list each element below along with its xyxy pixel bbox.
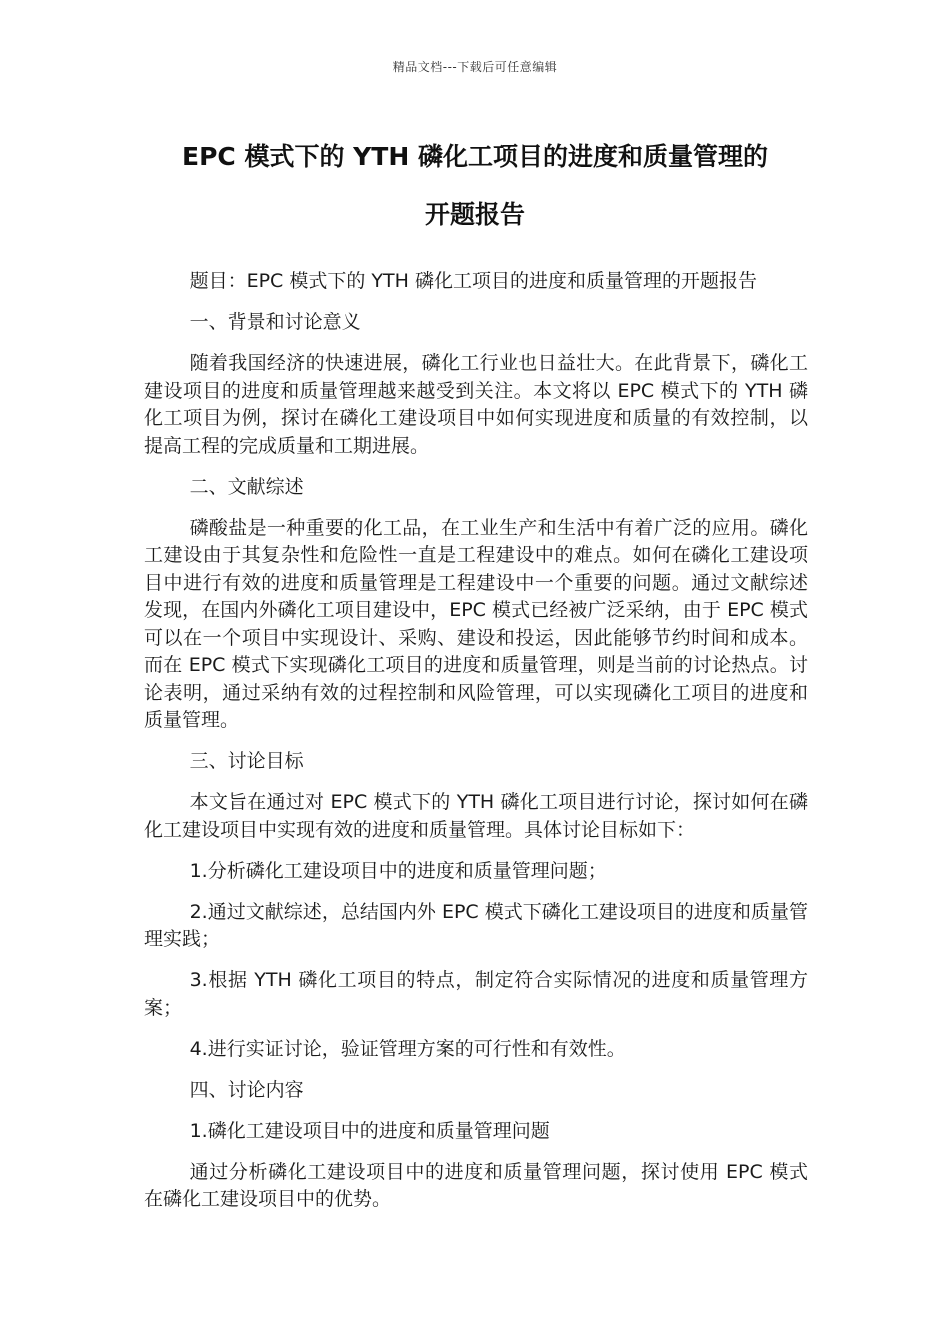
document-title-line-2: 开题报告 <box>424 200 525 229</box>
objective-item-4: 4.进行实证讨论，验证管理方案的可行性和有效性。 <box>189 1037 626 1060</box>
content-item-1-body: 通过分析磷化工建设项目中的进度和质量管理问题，探讨使用 EPC 模式在磷化工建设项目中的优势。 <box>144 1160 808 1210</box>
document-body <box>144 268 808 1227</box>
literature-paragraph: 磷酸盐是一种重要的化工品，在工业生产和生活中有着广泛的应用。磷化工建设由于其复杂性和危险性一直是工程建设中的难点。如何在磷化工建设项目中进行有效的进度和质量管理是工程建设中一个重要的问题。通过文献综述发现，在国内外磷化工项目建设中，EPC 模式已经被广泛采纳，由于 EPC 模式可以在一个项目中实现设计、采购、建设和投运，因此能够节约时间和成本。而在 EPC 模式下实现磷化工项目的进度和质量管理，则是当前的讨论热点。讨论表明，通过采纳有效的过程控制和风险管理，可以实现磷化工项目的进度和质量管理。 <box>144 516 808 731</box>
section-heading-literature: 二、文献综述 <box>189 475 304 498</box>
background-paragraph: 随着我国经济的快速进展，磷化工行业也日益壮大。在此背景下，磷化工建设项目的进度和质量管理越来越受到关注。本文将以 EPC 模式下的 YTH 磷化工项目为例，探讨在磷化工建设项目中如何实现进度和质量的有效控制，以提高工程的完成质量和工期进展。 <box>144 352 808 457</box>
document-title-line-1: EPC 模式下的 YTH 磷化工项目的进度和质量管理的 <box>182 142 768 171</box>
document-title <box>100 128 850 244</box>
objective-item-2: 2.通过文献综述，总结国内外 EPC 模式下磷化工建设项目的进度和质量管理实践； <box>144 900 808 950</box>
objective-item-1: 1.分析磷化工建设项目中的进度和质量管理问题； <box>189 859 607 882</box>
section-heading-background: 一、背景和讨论意义 <box>189 311 361 333</box>
section-heading-content: 四、讨论内容 <box>189 1078 304 1101</box>
content-item-1-title: 1.磷化工建设项目中的进度和质量管理问题 <box>189 1119 550 1142</box>
objectives-intro-paragraph: 本文旨在通过对 EPC 模式下的 YTH 磷化工项目进行讨论，探讨如何在磷化工建设项目中实现有效的进度和质量管理。具体讨论目标如下： <box>144 791 808 841</box>
topic-line: 题目：EPC 模式下的 YTH 磷化工项目的进度和质量管理的开题报告 <box>189 270 757 292</box>
section-heading-objectives: 三、讨论目标 <box>189 750 304 772</box>
objective-item-3: 3.根据 YTH 磷化工项目的特点，制定符合实际情况的进度和质量管理方案； <box>144 969 808 1019</box>
document-header-note: 精品文档---下载后可任意编辑 <box>392 60 558 74</box>
